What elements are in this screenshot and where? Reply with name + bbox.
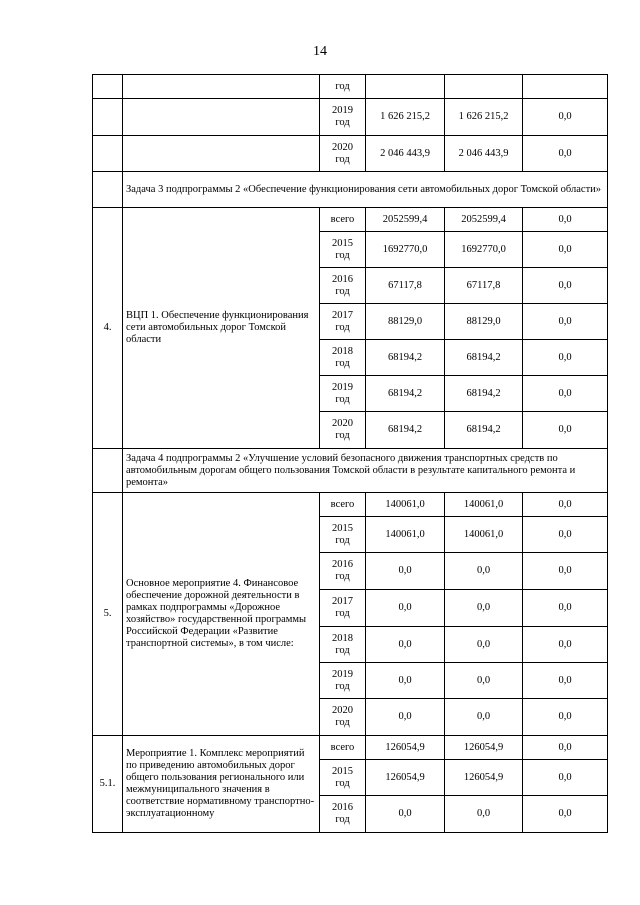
page-number: 14 [313, 44, 327, 59]
row-number-cell [93, 449, 123, 493]
year-cell [320, 268, 366, 304]
task-row [93, 449, 608, 493]
other-amount: 0,0 [523, 268, 608, 304]
regional-budget-amount: 126054,9 [445, 736, 523, 760]
other-amount: 0,0 [523, 136, 608, 172]
total-amount: 88129,0 [366, 304, 445, 340]
regional-budget-amount: 0,0 [445, 796, 523, 833]
total-amount: 0,0 [366, 627, 445, 663]
total-amount: 67117,8 [366, 268, 445, 304]
year-label: всего [330, 498, 355, 510]
other-amount: 0,0 [523, 517, 608, 553]
year-cell [320, 232, 366, 268]
other-amount: 0,0 [523, 412, 608, 449]
row-number-cell [93, 172, 123, 208]
row-number: 4. [93, 208, 123, 449]
year-label: 2015 [332, 237, 353, 249]
table-row [93, 99, 608, 136]
year-label: год [335, 357, 350, 369]
year-cell [320, 493, 366, 517]
year-cell [320, 99, 366, 136]
program-name [123, 99, 320, 136]
total-amount: 126054,9 [366, 736, 445, 760]
other-amount: 0,0 [523, 553, 608, 590]
other-amount: 0,0 [523, 796, 608, 833]
year-cell [320, 517, 366, 553]
year-label: всего [330, 213, 355, 225]
year-label: год [335, 249, 350, 261]
total-amount: 140061,0 [366, 493, 445, 517]
year-label: 2016 [332, 273, 353, 285]
table-row [93, 75, 608, 99]
other-amount: 0,0 [523, 340, 608, 376]
regional-budget-amount: 140061,0 [445, 493, 523, 517]
year-cell [320, 304, 366, 340]
year-label: 2018 [332, 632, 353, 644]
other-amount: 0,0 [523, 208, 608, 232]
total-amount: 1 626 215,2 [366, 99, 445, 136]
program-name [123, 75, 320, 99]
year-label: 2017 [332, 596, 353, 607]
year-label: год [335, 153, 350, 165]
regional-budget-amount: 0,0 [445, 627, 523, 663]
year-label: 2015 [332, 765, 353, 777]
year-label: 2016 [332, 802, 353, 813]
regional-budget-amount: 68194,2 [445, 376, 523, 412]
row-number [93, 75, 123, 99]
regional-budget-amount: 2 046 443,9 [445, 136, 523, 172]
year-cell [320, 699, 366, 736]
total-amount: 0,0 [366, 796, 445, 833]
year-label: год [335, 117, 350, 128]
year-label: год [335, 430, 350, 441]
year-label: год [335, 534, 350, 546]
total-amount: 68194,2 [366, 340, 445, 376]
year-label: год [335, 571, 350, 582]
row-number [93, 99, 123, 136]
program-name: Мероприятие 1. Комплекс мероприятий по приведению автомобильных дорог общего пользования регионального или межмуниципального значения в соответствие нормативному транспортно-эксплуатационному [123, 736, 320, 833]
total-amount: 0,0 [366, 553, 445, 590]
year-cell [320, 627, 366, 663]
other-amount: 0,0 [523, 760, 608, 796]
year-label: 2019 [332, 105, 353, 116]
year-cell [320, 736, 366, 760]
other-amount: 0,0 [523, 304, 608, 340]
total-amount: 2052599,4 [366, 208, 445, 232]
total-amount [366, 75, 445, 99]
year-label: год [335, 321, 350, 333]
task-title: Задача 4 подпрограммы 2 «Улучшение условий безопасного движения транспортных средств по автомобильным дорогам общего пользования Томской области в результате капитального ремонта и ремонта» [123, 449, 608, 493]
year-cell [320, 136, 366, 172]
total-amount: 2 046 443,9 [366, 136, 445, 172]
total-amount: 0,0 [366, 590, 445, 627]
year-label: год [335, 80, 350, 92]
total-amount: 1692770,0 [366, 232, 445, 268]
regional-budget-amount: 67117,8 [445, 268, 523, 304]
year-label: год [335, 393, 350, 405]
year-label: 2019 [332, 668, 353, 680]
regional-budget-amount [445, 75, 523, 99]
table-row [93, 493, 608, 517]
table-row [93, 736, 608, 760]
regional-budget-amount: 0,0 [445, 663, 523, 699]
program-name: Основное мероприятие 4. Финансовое обеспечение дорожной деятельности в рамках подпрограммы «Дорожное хозяйство» государственной программы Российской Федерации «Развитие транспортной системы», в том числе: [123, 493, 320, 736]
year-label: 2017 [332, 309, 353, 321]
other-amount: 0,0 [523, 376, 608, 412]
regional-budget-amount: 140061,0 [445, 517, 523, 553]
regional-budget-amount: 88129,0 [445, 304, 523, 340]
year-label: год [335, 680, 350, 692]
year-label: год [335, 717, 350, 728]
year-cell [320, 208, 366, 232]
regional-budget-amount: 126054,9 [445, 760, 523, 796]
year-cell [320, 376, 366, 412]
row-number: 5. [93, 493, 123, 736]
total-amount: 126054,9 [366, 760, 445, 796]
other-amount: 0,0 [523, 663, 608, 699]
task-row [93, 172, 608, 208]
regional-budget-amount: 0,0 [445, 590, 523, 627]
year-cell [320, 590, 366, 627]
year-cell [320, 663, 366, 699]
year-cell [320, 760, 366, 796]
table-row [93, 136, 608, 172]
year-cell [320, 796, 366, 833]
year-label: всего [330, 741, 355, 753]
program-funding-table [92, 74, 608, 833]
year-label: 2020 [332, 141, 353, 153]
other-amount: 0,0 [523, 699, 608, 736]
other-amount: 0,0 [523, 232, 608, 268]
total-amount: 68194,2 [366, 412, 445, 449]
year-label: год [335, 814, 350, 825]
year-label: 2016 [332, 559, 353, 570]
year-cell [320, 553, 366, 590]
year-label: год [335, 608, 350, 619]
table-row [93, 208, 608, 232]
total-amount: 68194,2 [366, 376, 445, 412]
other-amount [523, 75, 608, 99]
regional-budget-amount: 2052599,4 [445, 208, 523, 232]
regional-budget-amount: 0,0 [445, 699, 523, 736]
year-label: 2019 [332, 381, 353, 393]
year-cell [320, 340, 366, 376]
regional-budget-amount: 68194,2 [445, 340, 523, 376]
regional-budget-amount: 0,0 [445, 553, 523, 590]
program-name: ВЦП 1. Обеспечение функционирования сети автомобильных дорог Томской области [123, 208, 320, 449]
total-amount: 0,0 [366, 663, 445, 699]
year-label: год [335, 644, 350, 656]
regional-budget-amount: 1692770,0 [445, 232, 523, 268]
total-amount: 0,0 [366, 699, 445, 736]
task-title: Задача 3 подпрограммы 2 «Обеспечение функционирования сети автомобильных дорог Томской области» [123, 172, 608, 208]
other-amount: 0,0 [523, 493, 608, 517]
year-label: год [335, 777, 350, 789]
total-amount: 140061,0 [366, 517, 445, 553]
program-name [123, 136, 320, 172]
year-label: год [335, 285, 350, 297]
year-cell [320, 412, 366, 449]
table-body [93, 75, 608, 833]
year-cell [320, 75, 366, 99]
other-amount: 0,0 [523, 736, 608, 760]
other-amount: 0,0 [523, 627, 608, 663]
year-label: 2020 [332, 418, 353, 429]
other-amount: 0,0 [523, 99, 608, 136]
row-number [93, 136, 123, 172]
regional-budget-amount: 1 626 215,2 [445, 99, 523, 136]
year-label: 2018 [332, 345, 353, 357]
year-label: 2015 [332, 522, 353, 534]
regional-budget-amount: 68194,2 [445, 412, 523, 449]
year-label: 2020 [332, 705, 353, 716]
row-number: 5.1. [93, 736, 123, 833]
other-amount: 0,0 [523, 590, 608, 627]
